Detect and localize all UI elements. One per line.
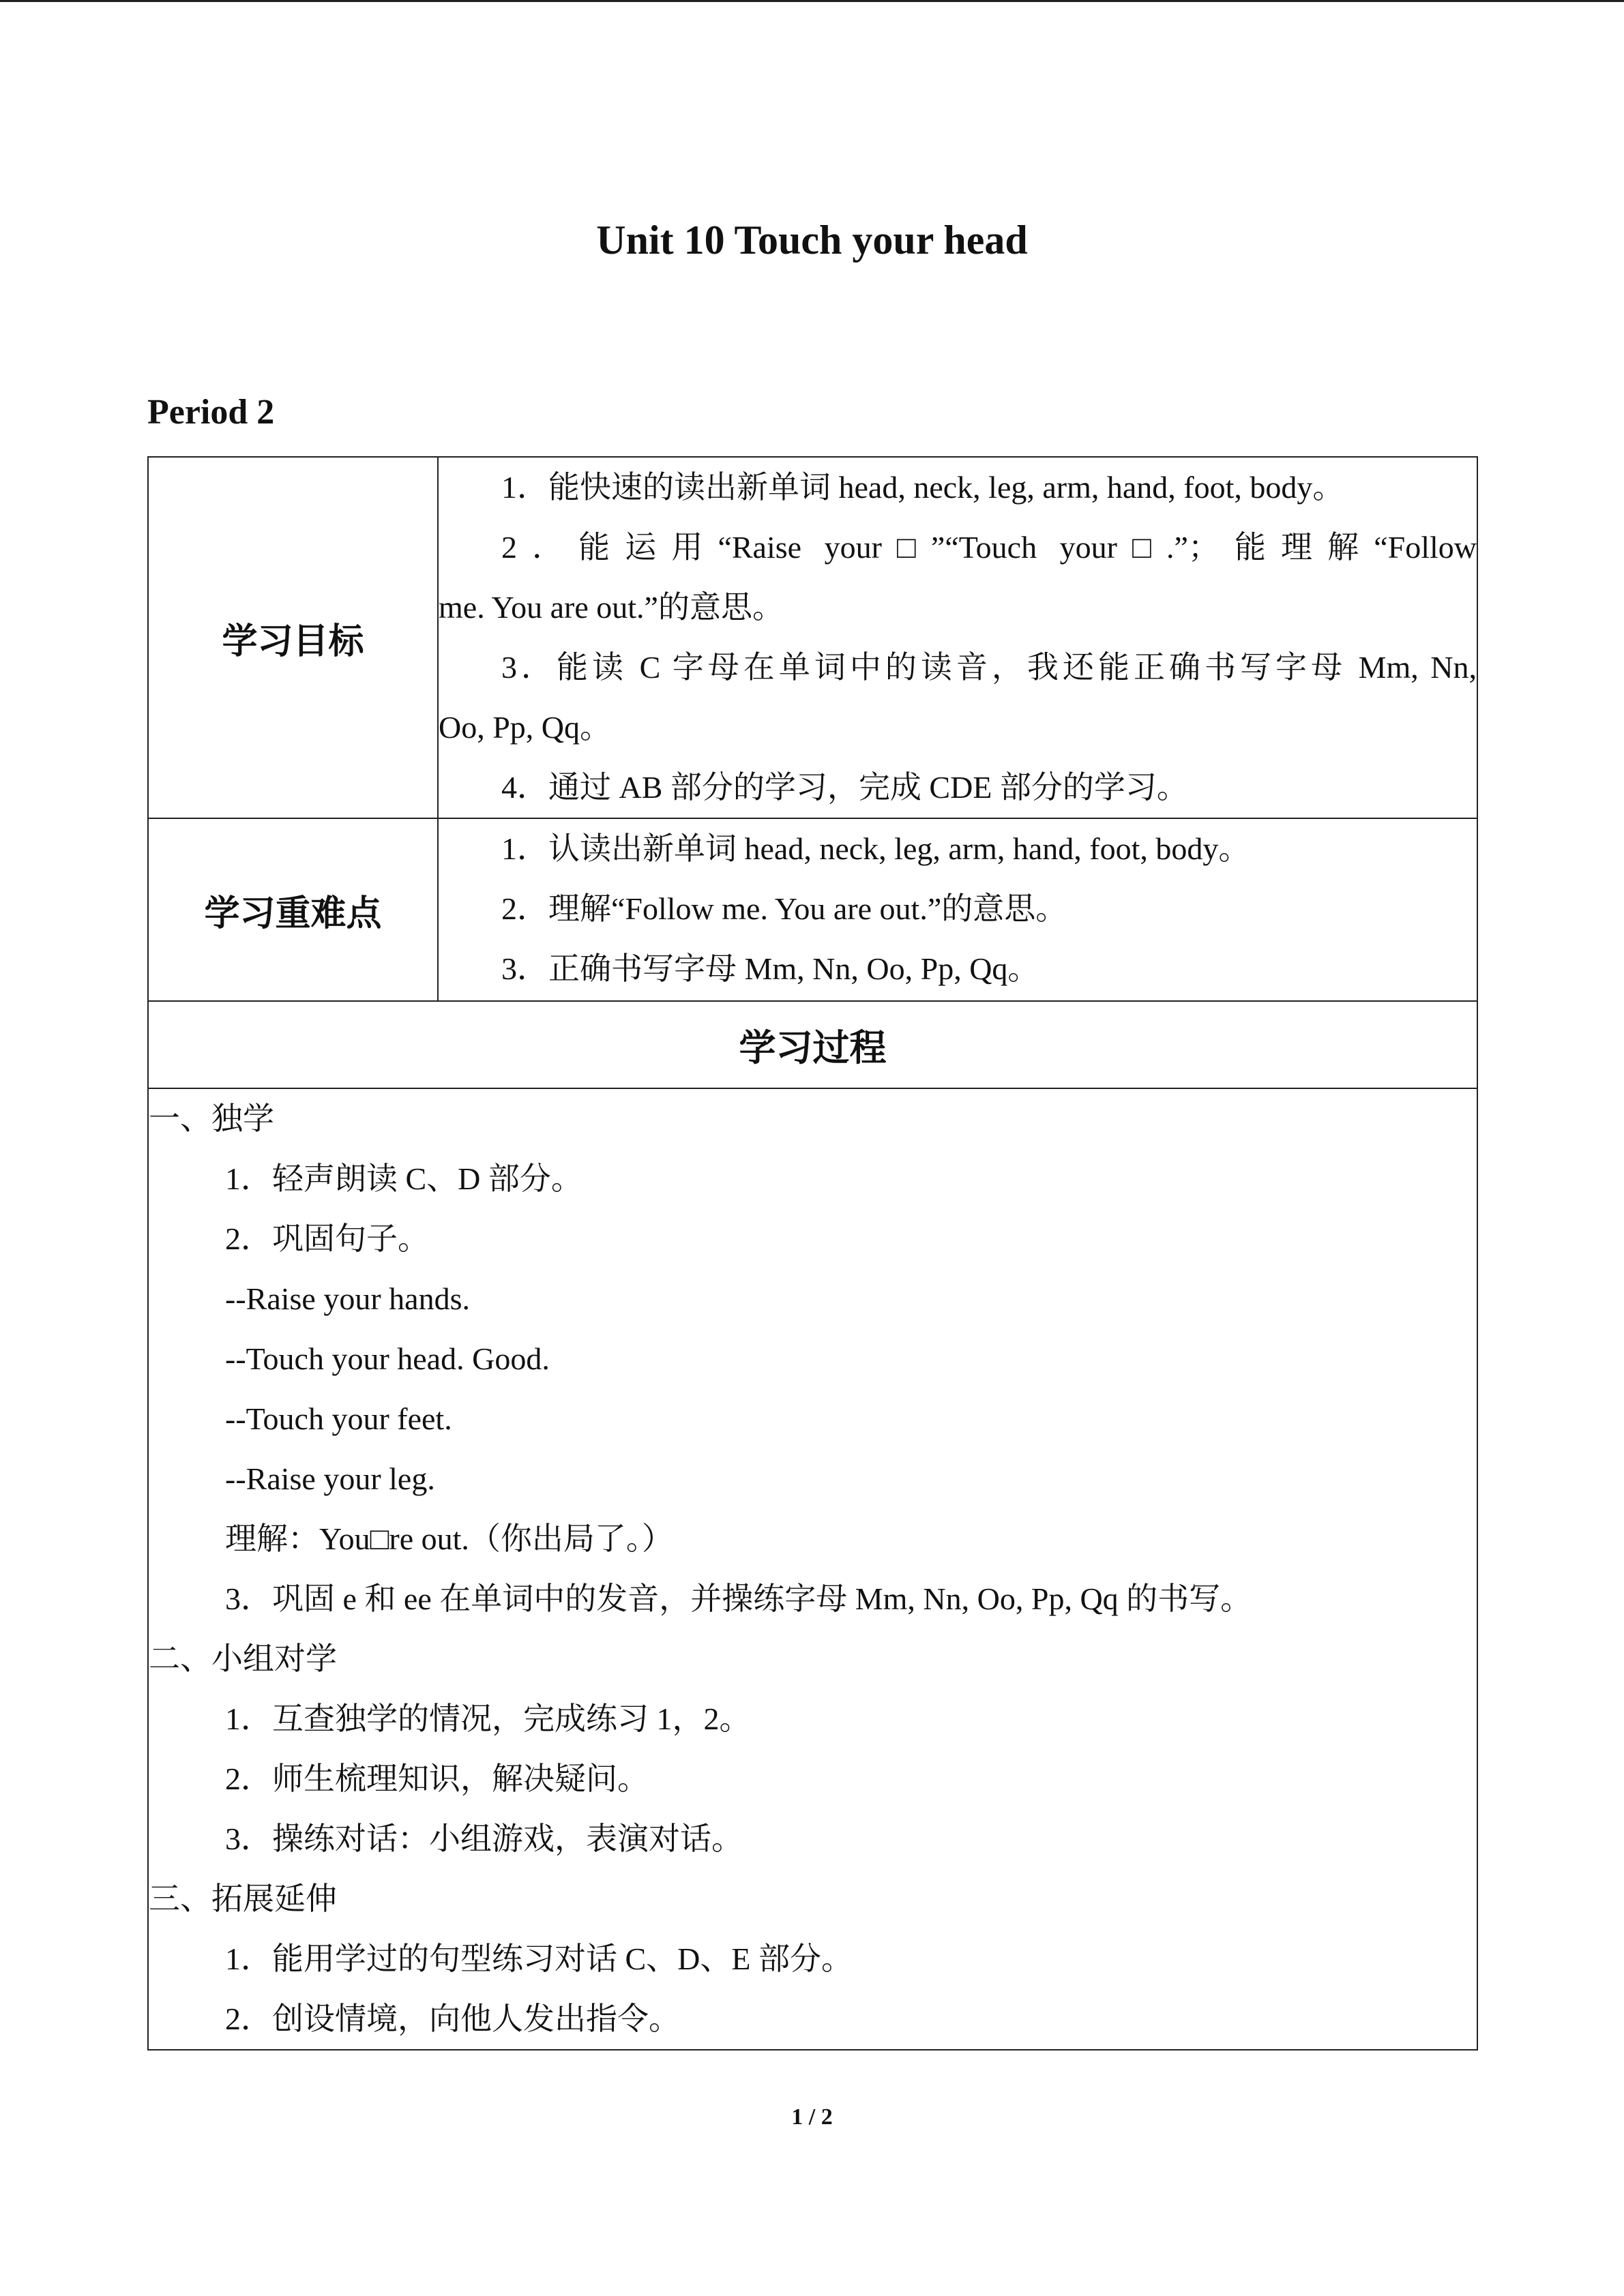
process-row xyxy=(148,1088,1477,2050)
process-header: 学习过程 xyxy=(148,1001,1477,1088)
process-item: 3．巩固 e 和 ee 在单词中的发音，并操练字母 Mm, Nn, Oo, Pp, Qq 的书写。 xyxy=(225,1581,1252,1616)
example-sentence: --Touch your feet. xyxy=(225,1401,452,1436)
objective-item: me. You are out.”的意思。 xyxy=(439,590,784,625)
objective-item: Oo, Pp, Qq。 xyxy=(439,710,612,745)
section-heading: 一、独学 xyxy=(149,1101,274,1136)
process-item: 2．创设情境，向他人发出指令。 xyxy=(225,2001,680,2036)
example-sentence: --Raise your leg. xyxy=(225,1461,435,1496)
objective-item: 3．能读 C 字母在单词中的读音，我还能正确书写字母 Mm, Nn, xyxy=(501,650,1477,685)
process-header-row xyxy=(148,1001,1477,1088)
example-sentence: --Touch your head. Good. xyxy=(225,1341,550,1376)
process-item: 1．互查独学的情况，完成练习 1，2。 xyxy=(225,1701,751,1736)
objective-item: 1．能快速的读出新单词 head, neck, leg, arm, hand, foot, body。 xyxy=(501,470,1344,505)
lesson-plan-table xyxy=(147,456,1478,2051)
section-heading: 二、小组对学 xyxy=(149,1641,337,1676)
objectives-content xyxy=(438,457,1477,818)
example-sentence: 理解：You□re out.（你出局了。） xyxy=(225,1521,673,1556)
key-point-item: 3．正确书写字母 Mm, Nn, Oo, Pp, Qq。 xyxy=(501,951,1039,986)
process-content xyxy=(148,1088,1477,2050)
objectives-label: 学习目标 xyxy=(148,457,438,818)
example-sentence: --Raise your hands. xyxy=(225,1281,470,1316)
process-item: 3．操练对话：小组游戏，表演对话。 xyxy=(225,1821,743,1856)
process-item: 1．能用学过的句型练习对话 C、D、E 部分。 xyxy=(225,1941,853,1976)
key-point-item: 2．理解“Follow me. You are out.”的意思。 xyxy=(501,891,1067,926)
process-item: 2．巩固句子。 xyxy=(225,1221,429,1256)
objective-item: 4．通过 AB 部分的学习，完成 CDE 部分的学习。 xyxy=(501,770,1188,805)
process-item: 1．轻声朗读 C、D 部分。 xyxy=(225,1161,582,1196)
section-heading: 三、拓展延伸 xyxy=(149,1881,337,1916)
key-points-content xyxy=(438,818,1477,1001)
key-point-item: 1．认读出新单词 head, neck, leg, arm, hand, foot, body。 xyxy=(501,831,1250,866)
key-points-row xyxy=(148,818,1477,1001)
objective-item: 2．能运用“Raise your□”“Touch your□.”；能理解“Follow xyxy=(501,530,1477,565)
page-number: 1 / 2 xyxy=(791,2104,833,2130)
period-heading: Period 2 xyxy=(147,393,275,432)
document-title: Unit 10 Touch your head xyxy=(596,218,1028,263)
top-border-line xyxy=(0,0,1624,2)
process-item: 2．师生梳理知识，解决疑问。 xyxy=(225,1761,649,1796)
key-points-label: 学习重难点 xyxy=(148,818,438,1001)
objectives-row xyxy=(148,457,1477,818)
